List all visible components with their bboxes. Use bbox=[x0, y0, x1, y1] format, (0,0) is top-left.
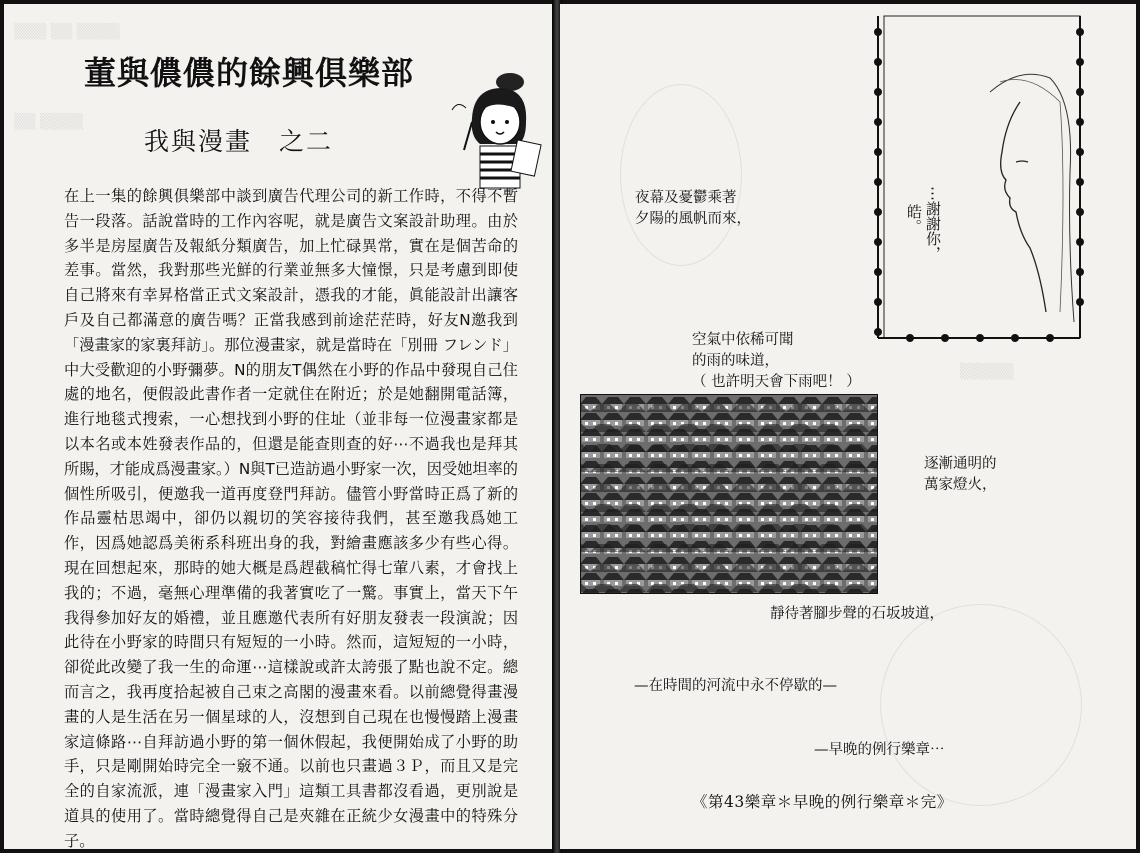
caption-slope: 靜待著腳步聲的石坂坡道， bbox=[770, 606, 944, 622]
bleed-through-right: ▒▒▒▒▒ bbox=[960, 364, 1014, 380]
author-portrait-illustration bbox=[444, 70, 544, 190]
right-page bbox=[560, 4, 1136, 849]
thanks-line: ⋯謝謝你， bbox=[924, 186, 942, 261]
townscape-panel bbox=[580, 394, 878, 594]
caption-rain: 空氣中依稀可聞 的雨的味道， （ 也許明天會下雨吧！ ） bbox=[692, 332, 861, 390]
page-title: 董與儂儂的餘興俱樂部 bbox=[84, 54, 415, 92]
faint-sketch-2 bbox=[880, 604, 1082, 806]
page-subtitle: 我與漫畫 之二 bbox=[144, 127, 334, 156]
caption-dusk: 夜幕及憂鬱乘著 夕陽的風帆而來， bbox=[635, 190, 751, 227]
essay-body-text: 在上一集的餘興俱樂部中談到廣告代理公司的新工作時，不得不暫告一段落。話說當時的工作內容呢，就是廣告文案設計助理。由於多半是房屋廣告及報紙分類廣告，加上忙碌異常，實在是個苦命的差事。當然，我對那些光鮮的行業並無多大憧憬，只是考慮到即使自己將來有幸昇格當正式文案設計，憑我的才能，眞能設計出讓客戶及自己都滿意的廣告嗎？正當我感到前途茫茫時，好友N邀我到「漫畫家的家裏拜訪」。那位漫畫家，就是當時在「別冊 フレンド」中大受歡迎的小野彌夢。N的朋友T偶然在小野的作品中發現自己住處的地名，便假設此書作者一定就住在附近；於是她翻開電話簿，進行地毯式搜索，一心想找到小野的住址（並非每一位漫畫家都是以本名或本姓發表作品的，但還是能查則查的好⋯不過我也是拜其所賜，才能成爲漫畫家。）N與T已造訪過小野家一次，因受她坦率的個性所吸引，便邀我一道再度登門拜訪。儘管小野當時正爲了新的作品靈枯思竭中，卻仍以親切的笑容接待我們，甚至邀我爲她工作，因爲她認爲美術系科班出身的我，對繪畫應該多少有些心得。現在回想起來，那時的她大概是爲趕截稿忙得七葷八素，才會找上我的；不過，毫無心理準備的我著實吃了一驚。事實上，當天下午我得參加好友的婚禮，並且應邀代表所有好朋友發表一段演說；因此待在小野家的時間只有短短的一小時。然而，這短短的一小時，卻從此改變了我一生的命運⋯這樣說或許太誇張了點也說不定。總而言之，我再度拾起被自己束之高閣的漫畫來看。以前總覺得畫漫畫的人是生活在另一個星球的人，沒想到自己現在也慢慢踏上漫畫家這條路⋯自拜訪過小野的第一個休假起，我便開始成了小野的助手，只是剛開始時完全一竅不通。以前也只畫過３Ｐ，而且又是完全的自家流派，連「漫畫家入門」這類工具書都沒看過，更別說是道具的使用了。當時總覺得自己是夾雜在正統少女漫畫中的特殊分子。 bbox=[64, 187, 518, 849]
caption-river: —在時間的河流中永不停歇的— bbox=[634, 678, 837, 694]
bleed-through-text-2: ▒▒ ▒▒▒▒ bbox=[14, 114, 84, 130]
faint-sketch-1 bbox=[620, 84, 742, 266]
caption-lights: 逐漸通明的 萬家燈火， bbox=[924, 456, 997, 493]
chapter-end-line: 《第43樂章＊早晚的例行樂章＊完》 bbox=[692, 793, 953, 811]
left-page bbox=[4, 4, 558, 849]
bleed-through-text: ▒▒▒ ▒▒ ▒▒▒▒ bbox=[14, 24, 120, 40]
caption-music: —早晚的例行樂章⋯ bbox=[814, 742, 945, 758]
girl-portrait-panel bbox=[870, 12, 1084, 344]
thanks-name: 皓。 bbox=[905, 204, 923, 234]
